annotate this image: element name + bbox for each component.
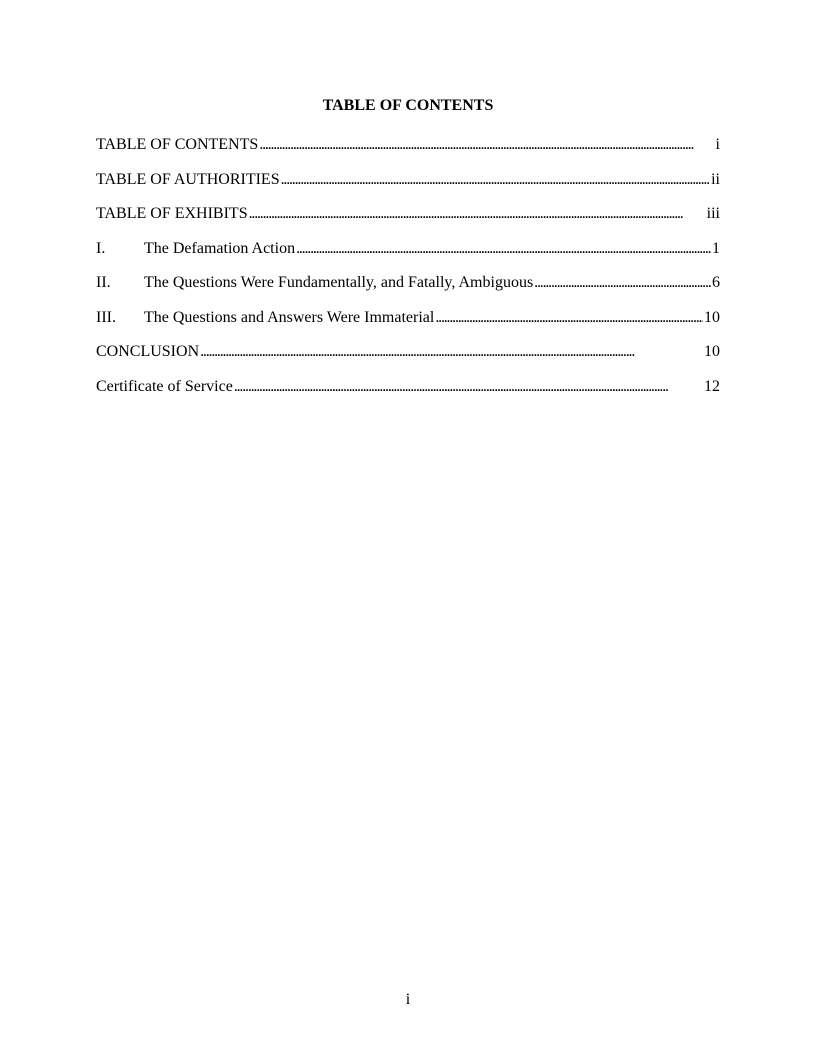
toc-entry-number: II. bbox=[96, 274, 111, 291]
toc-entry-page: 10 bbox=[704, 343, 720, 360]
toc-entry-table-of-authorities[interactable] bbox=[96, 171, 720, 206]
toc-entry-page: 6 bbox=[712, 274, 720, 291]
dot-leader bbox=[259, 136, 714, 154]
dot-leader bbox=[296, 240, 711, 258]
toc-entry-number: I. bbox=[96, 239, 106, 257]
toc-entry-page: i bbox=[715, 136, 720, 153]
toc-entry-text: TABLE OF CONTENTS bbox=[96, 136, 259, 153]
toc-entry-page: 12 bbox=[704, 377, 720, 395]
toc-entry-section-3[interactable] bbox=[96, 309, 720, 344]
page-title: TABLE OF CONTENTS bbox=[322, 97, 494, 114]
toc-entry-text: TABLE OF AUTHORITIES bbox=[96, 170, 280, 188]
toc-entry-number: III. bbox=[96, 308, 116, 326]
toc-entry-text: TABLE OF EXHIBITS bbox=[96, 205, 248, 222]
toc-entry-text: The Questions Were Fundamentally, and Fatally, Ambiguous bbox=[144, 274, 534, 291]
toc-entry-text: The Defamation Action bbox=[144, 239, 296, 257]
toc-entry-section-1[interactable] bbox=[96, 240, 720, 275]
toc-entry-text: The Questions and Answers Were Immaterial bbox=[144, 308, 435, 326]
table-of-contents bbox=[96, 136, 720, 412]
toc-entry-table-of-exhibits[interactable] bbox=[96, 205, 720, 240]
dot-leader bbox=[281, 171, 711, 189]
toc-entry-conclusion[interactable] bbox=[96, 343, 720, 378]
dot-leader bbox=[249, 205, 706, 223]
toc-entry-page: iii bbox=[706, 205, 720, 222]
toc-entry-text: CONCLUSION bbox=[96, 343, 200, 360]
dot-leader bbox=[435, 309, 703, 327]
toc-entry-page: 1 bbox=[712, 239, 720, 257]
toc-entry-certificate-of-service[interactable] bbox=[96, 378, 720, 413]
toc-entry-table-of-contents[interactable] bbox=[96, 136, 720, 171]
toc-entry-page: ii bbox=[711, 170, 720, 188]
dot-leader bbox=[200, 343, 703, 361]
dot-leader bbox=[234, 378, 703, 396]
page-number: i bbox=[405, 991, 411, 1008]
toc-entry-text: Certificate of Service bbox=[96, 377, 233, 395]
toc-entry-section-2[interactable] bbox=[96, 274, 720, 309]
dot-leader bbox=[534, 274, 711, 292]
toc-entry-page: 10 bbox=[704, 308, 720, 326]
